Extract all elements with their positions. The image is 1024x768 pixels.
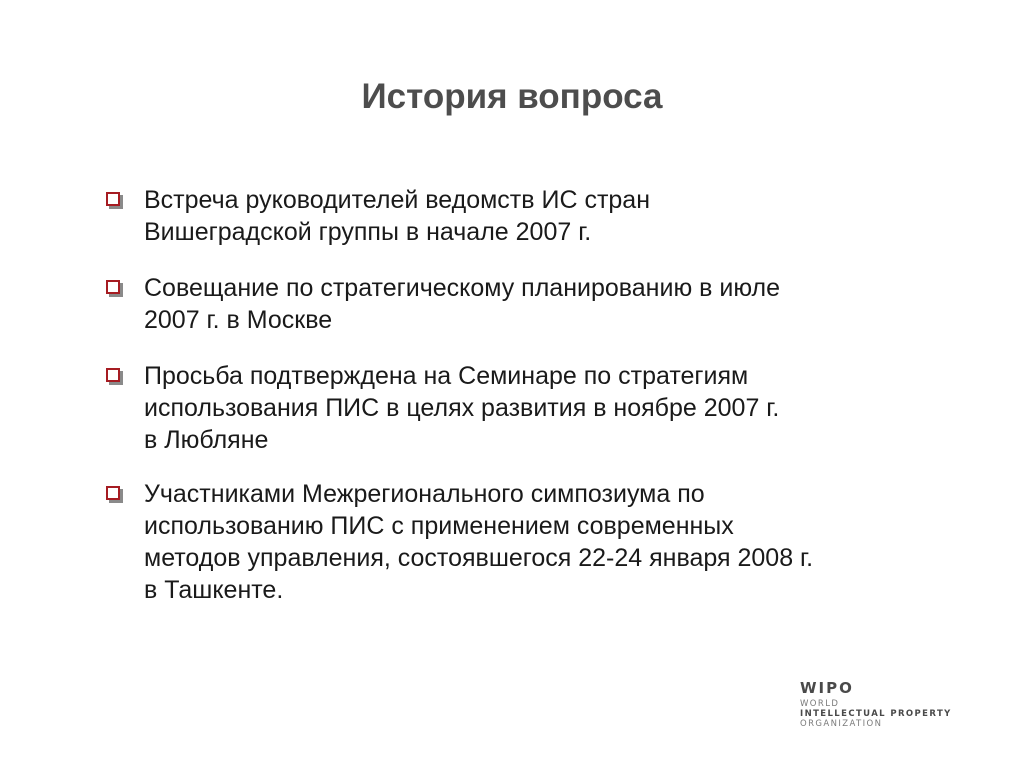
logo-line-org: ORGANIZATION [800, 719, 883, 729]
bullet-text: Совещание по стратегическому планированию в июле 2007 г. в Москве [144, 274, 781, 334]
logo-line-ip: INTELLECTUAL PROPERTY [800, 709, 952, 719]
bullet-item-4 [106, 478, 936, 606]
checkbox-icon [106, 192, 120, 206]
wipo-logo [800, 680, 1000, 740]
bullet-text: Просьба подтверждена на Семинаре по стратегиям использования ПИС в целях развития в ноябре 2007 г. в Любляне [144, 362, 780, 454]
bullet-list [106, 184, 936, 630]
logo-line-world: WORLD [800, 699, 840, 709]
bullet-text: Встреча руководителей ведомств ИС стран Вишеградской группы в начале 2007 г. [144, 186, 651, 246]
slide-title: История вопроса [361, 77, 663, 116]
bullet-text: Участниками Межрегионального симпозиума по использованию ПИС с применением современных методов управления, состоявшегося 22-24 января 2008 г. в Ташкенте. [144, 480, 814, 604]
bullet-item-1 [106, 184, 936, 248]
checkbox-icon [106, 280, 120, 294]
bullet-item-2 [106, 272, 936, 336]
bullet-item-3 [106, 360, 936, 456]
logo-wipo-name: WIPO [800, 679, 854, 697]
checkbox-icon [106, 368, 120, 382]
checkbox-icon [106, 486, 120, 500]
